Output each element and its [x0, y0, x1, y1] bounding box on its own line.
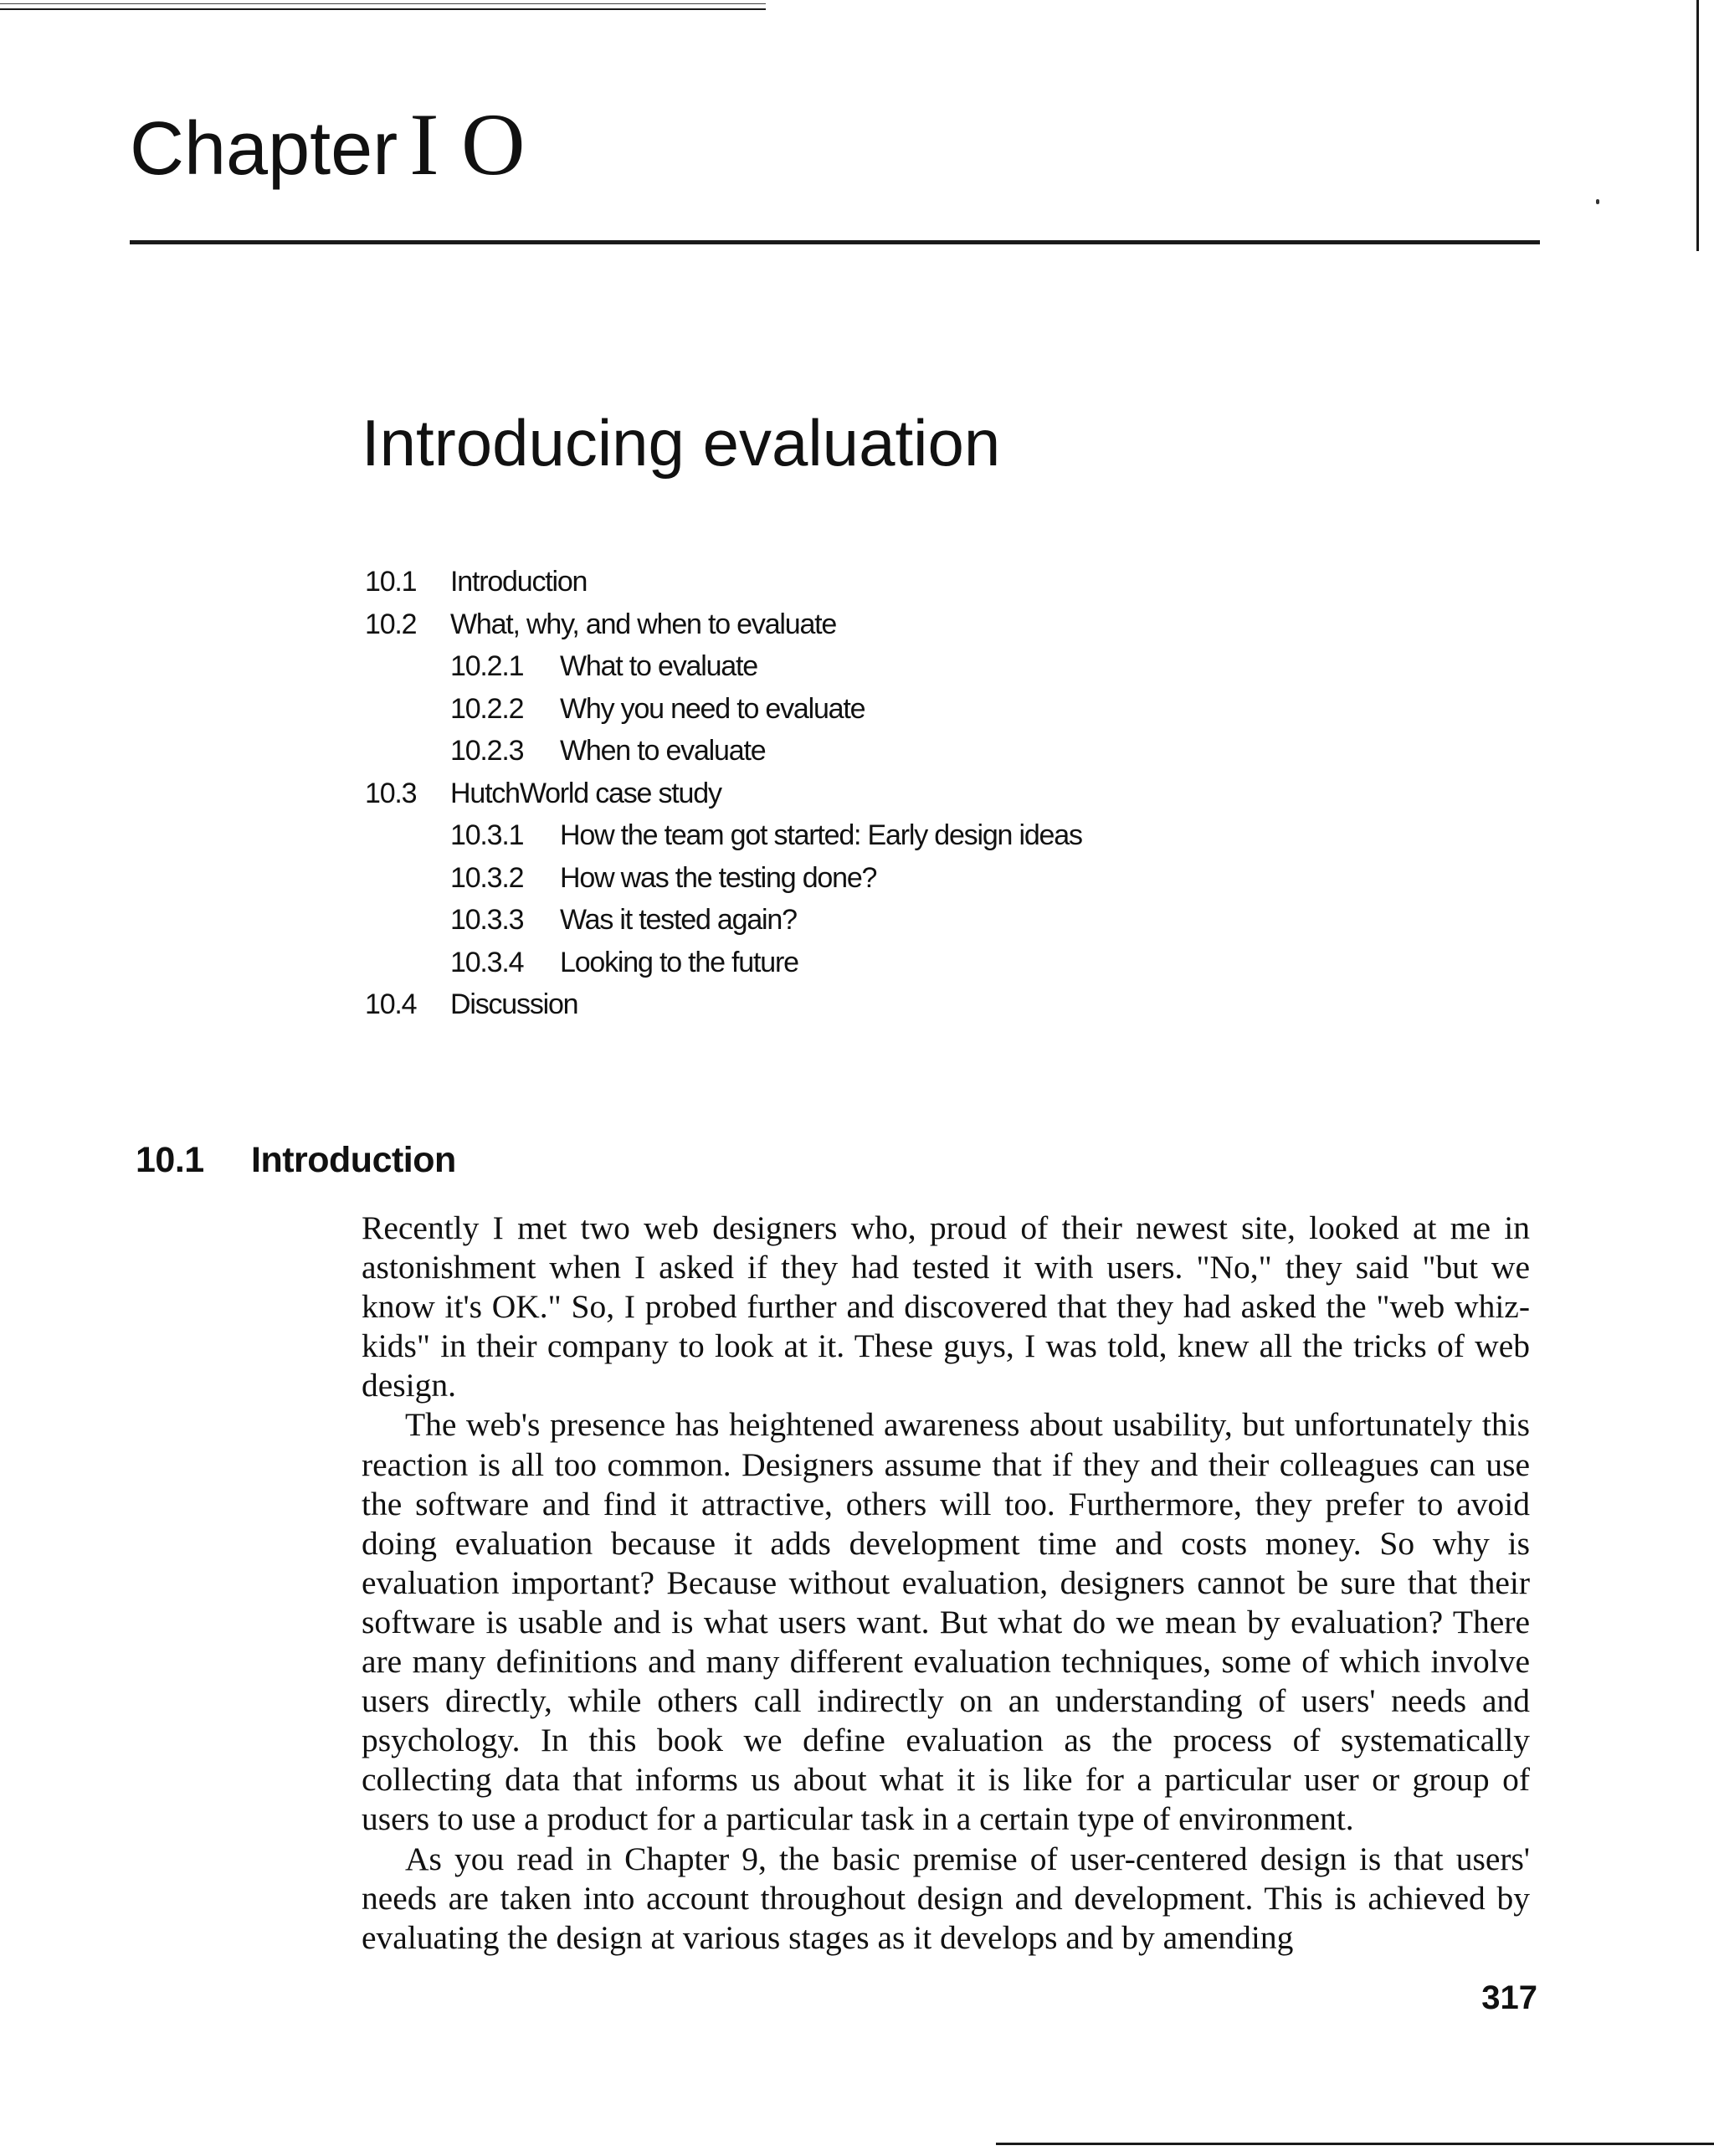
- toc-entry-title: HutchWorld case study: [450, 777, 721, 809]
- toc-subentry: [365, 688, 1082, 731]
- scan-speck: [1596, 199, 1599, 204]
- toc-entry: [365, 561, 1082, 603]
- toc-entry-title: What to evaluate: [560, 650, 757, 682]
- chapter-title-rule: [130, 240, 1540, 244]
- body-paragraph: The web's presence has heightened awareness about usability, but unfortunately this reaction is all too common. Designers assume that if they and their colleagues can use the software and find it attractive, others will too. Furthermore, they prefer to avoid doing evaluation because it adds development time and costs money. So why is evaluation important? Because without evaluation, designers cannot be sure that their software is usable and is what users want. But what do we mean by evaluation? There are many definitions and many different evaluation techniques, some of which involve users directly, while others call indirectly on an understanding of users' needs and psychology. In this book we define evaluation as the process of systematically collecting data that informs us about what it is like for a particular user or group of users to use a product for a particular task in a certain type of environment.: [362, 1406, 1530, 1838]
- toc-entry-title: Discussion: [450, 988, 578, 1020]
- section-title: Introduction: [251, 1140, 456, 1180]
- toc-subentry: [365, 645, 1082, 688]
- toc-subentry: [365, 899, 1082, 942]
- chapter-title: Introducing evaluation: [362, 406, 1001, 480]
- toc-entry-title: Introduction: [450, 566, 588, 598]
- toc-entry-title: When to evaluate: [560, 735, 766, 767]
- right-edge-line: [1696, 0, 1699, 251]
- section-heading: [136, 1142, 456, 1178]
- toc-entry-title: How the team got started: Early design ideas: [560, 819, 1082, 851]
- toc-entry-title: Why you need to evaluate: [560, 692, 865, 725]
- toc-entry-number: 10.3.4: [450, 946, 524, 978]
- chapter-heading: [130, 95, 526, 193]
- toc-entry-number: 10.2.3: [450, 735, 524, 767]
- toc-entry: [365, 773, 1082, 815]
- bottom-edge-rule: [996, 2143, 1714, 2145]
- toc-entry-number: 10.3.1: [450, 819, 524, 851]
- toc-entry-number: 10.4: [365, 988, 417, 1020]
- toc-subentry: [365, 814, 1082, 857]
- toc-entry-number: 10.2: [365, 608, 417, 640]
- chapter-contents-list: [365, 561, 1082, 1026]
- chapter-label: Chapter: [130, 107, 398, 191]
- toc-subentry: [365, 857, 1082, 900]
- toc-entry-title: Looking to the future: [560, 946, 798, 978]
- chapter-number: I O: [409, 95, 526, 193]
- top-edge-rule-thin: [0, 3, 766, 4]
- toc-entry-title: How was the testing done?: [560, 861, 877, 894]
- toc-entry-number: 10.3.2: [450, 861, 524, 894]
- toc-entry-number: 10.1: [365, 566, 417, 598]
- toc-entry-title: Was it tested again?: [560, 904, 797, 936]
- toc-entry: [365, 603, 1082, 646]
- toc-entry-title: What, why, and when to evaluate: [450, 608, 837, 640]
- page-number: 317: [1481, 1979, 1537, 2016]
- top-edge-rule: [0, 8, 766, 10]
- toc-entry: [365, 983, 1082, 1026]
- body-paragraph: Recently I met two web designers who, proud of their newest site, looked at me in astonishment when I asked if they had tested it with users. "No," they said "but we know it's OK." So, I probed further and discovered that they had asked the "web whiz-kids" in their company to look at it. These guys, I was told, knew all the tricks of web design.: [362, 1209, 1530, 1404]
- toc-entry-number: 10.3: [365, 777, 417, 809]
- body-paragraph: As you read in Chapter 9, the basic premise of user-centered design is that users' needs are taken into account throughout design and development. This is achieved by evaluating the design at various stages as it develops and by amending: [362, 1840, 1530, 1956]
- section-number: 10.1: [136, 1140, 204, 1180]
- toc-entry-number: 10.2.2: [450, 692, 524, 725]
- toc-entry-number: 10.2.1: [450, 650, 524, 682]
- toc-subentry: [365, 730, 1082, 773]
- toc-entry-number: 10.3.3: [450, 904, 524, 936]
- section-body: [362, 1209, 1530, 1958]
- toc-subentry: [365, 942, 1082, 984]
